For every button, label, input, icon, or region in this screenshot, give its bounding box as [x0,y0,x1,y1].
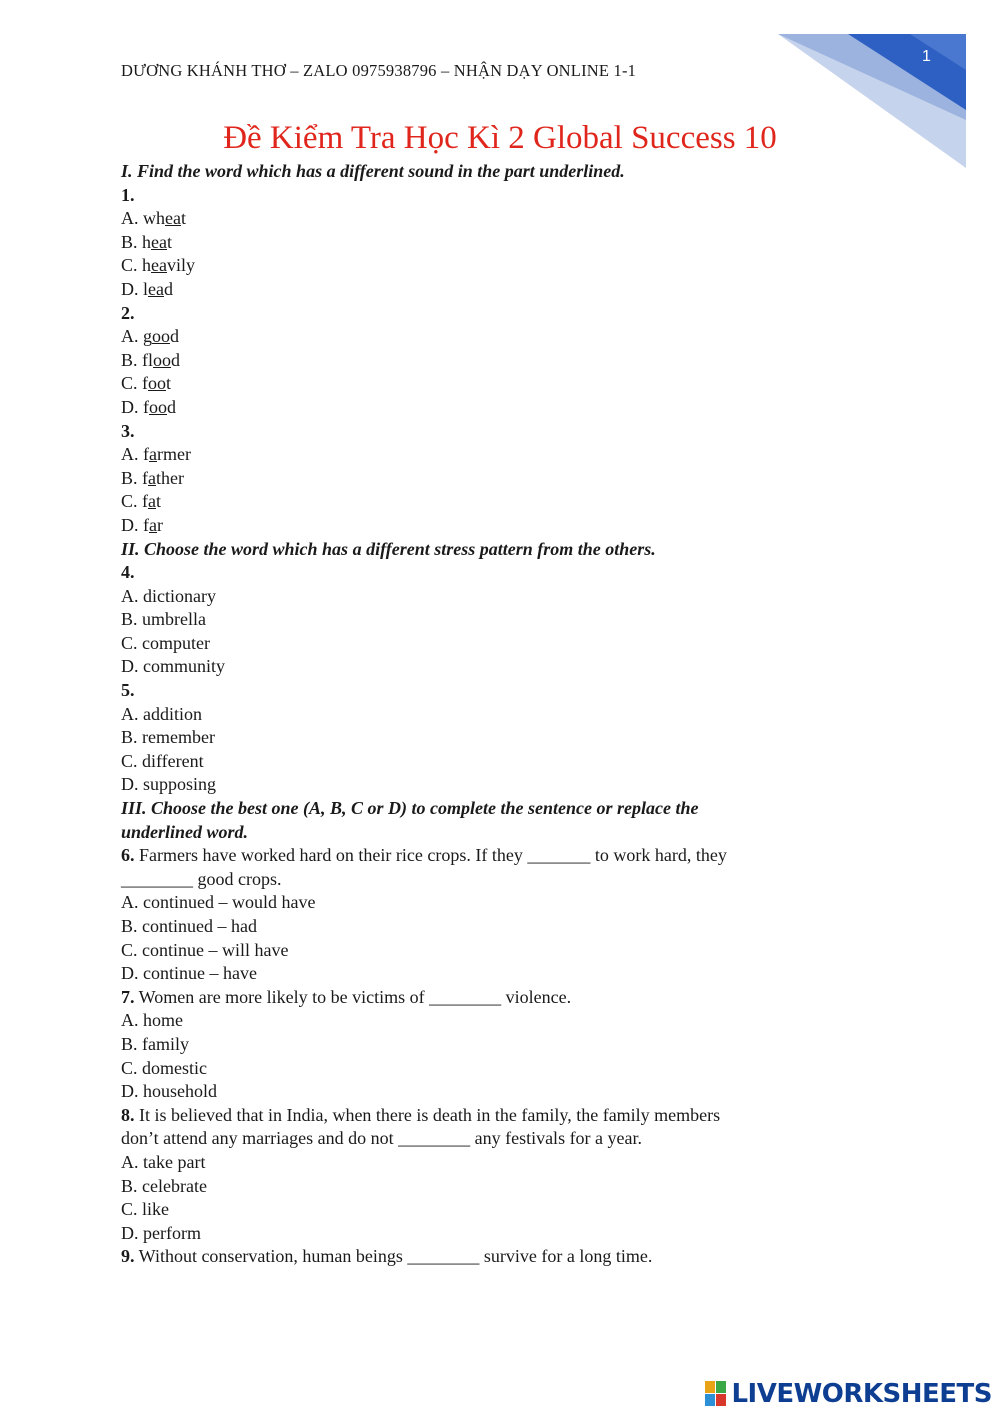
option-b[interactable]: B. family [121,1033,189,1054]
option-a[interactable]: A. continued – would have [121,892,316,913]
option-a[interactable]: A. wheat [121,208,186,229]
option-c[interactable]: C. continue – will have [121,939,289,960]
question-stem: 8. It is believed that in India, when there is death in the family, the family members [121,1104,721,1125]
option-c[interactable]: C. heavily [121,255,196,276]
question-stem-cont: ________ good crops. [121,868,282,889]
option-a[interactable]: A. take part [121,1151,206,1172]
option-d[interactable]: D. household [121,1081,217,1102]
question-number: 4. [121,562,135,583]
option-c[interactable]: C. fat [121,491,162,512]
option-c[interactable]: C. like [121,1199,169,1220]
option-b[interactable]: B. father [121,467,184,488]
section-heading-3-cont: underlined word. [121,821,249,842]
option-a[interactable]: A. dictionary [121,585,216,606]
option-d[interactable]: D. community [121,656,225,677]
page-number: 1 [922,48,931,65]
option-d[interactable]: D. food [121,396,176,417]
question-number: 1. [121,184,135,205]
option-b[interactable]: B. flood [121,349,181,370]
page-header: DƯƠNG KHÁNH THƠ – ZALO 0975938796 – NHẬN DẠY ONLINE 1-1 [121,61,637,80]
option-d[interactable]: D. far [121,514,163,535]
option-b[interactable]: B. heat [121,231,173,252]
question-number: 3. [121,420,135,441]
option-c[interactable]: C. foot [121,373,172,394]
question-number: 2. [121,302,135,323]
liveworksheets-logo[interactable] [705,1379,992,1409]
option-b[interactable]: B. continued – had [121,916,257,936]
option-a[interactable]: A. home [121,1010,183,1031]
option-c[interactable]: C. different [121,750,204,771]
option-c[interactable]: C. computer [121,632,210,653]
question-number: 5. [121,680,135,701]
option-d[interactable]: D. lead [121,278,173,299]
option-d[interactable]: D. continue – have [121,963,257,984]
question-stem: 9. Without conservation, human beings ________ survive for a long time. [121,1246,653,1267]
brand-name: LIVEWORKSHEETS [731,1379,992,1409]
page-title: Đề Kiểm Tra Học Kì 2 Global Success 10 [223,120,777,156]
section-heading-3: III. Choose the best one (A, B, C or D) to complete the sentence or replace the [121,798,699,819]
option-d[interactable]: D. perform [121,1222,201,1243]
question-stem: 6. Farmers have worked hard on their rice crops. If they _______ to work hard, they [121,845,727,866]
section-heading-1: I. Find the word which has a different sound in the part underlined. [121,161,625,181]
section-heading-2: II. Choose the word which has a different stress pattern from the others. [121,538,656,559]
liveworksheets-icon [705,1381,727,1407]
question-stem-cont: don’t attend any marriages and do not ________ any festivals for a year. [121,1128,643,1149]
option-b[interactable]: B. umbrella [121,609,206,630]
option-b[interactable]: B. remember [121,727,215,748]
option-a[interactable]: A. addition [121,703,202,724]
question-stem: 7. Women are more likely to be victims of ________ violence. [121,986,572,1007]
option-b[interactable]: B. celebrate [121,1175,207,1196]
option-d[interactable]: D. supposing [121,774,217,795]
option-a[interactable]: A. good [121,326,179,347]
option-c[interactable]: C. domestic [121,1057,207,1078]
worksheet-content [121,160,841,1269]
option-a[interactable]: A. farmer [121,444,191,465]
